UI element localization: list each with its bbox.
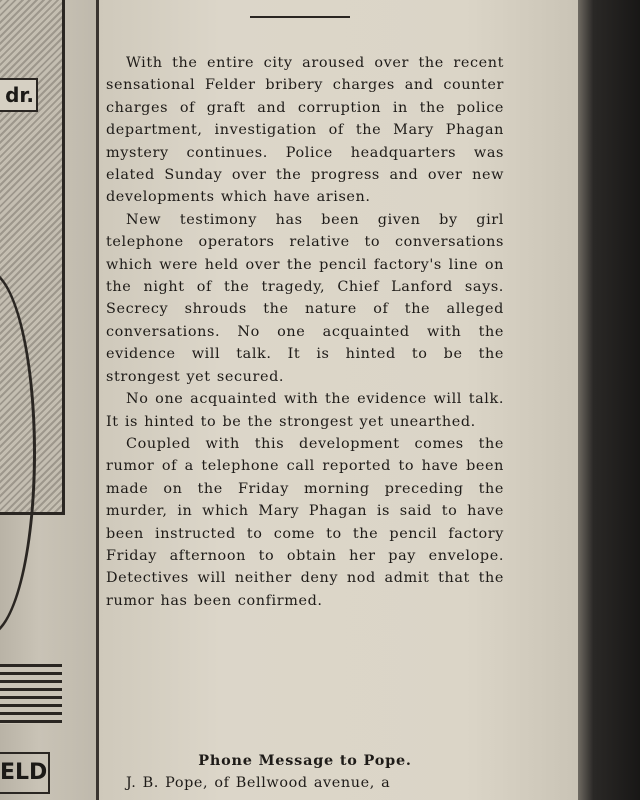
article-paragraph: No one acquainted with the evidence will talk. It is hinted to be the strongest yet unearthed. bbox=[106, 391, 504, 430]
article-continuation-line: J. B. Pope, of Bellwood avenue, a bbox=[126, 775, 391, 791]
advertisement-rule-lines bbox=[0, 664, 62, 724]
advertisement-label-bottom: ELD bbox=[0, 752, 50, 794]
advertisement-label-top: dr. bbox=[0, 78, 38, 112]
section-separator-rule bbox=[250, 16, 350, 18]
article-paragraph: New testimony has been given by girl telephone operators relative to conversations which were held over the pencil factory's line on the night of the tragedy, Chief Lanford says. Secrecy shrouds the nature of the alleged conversations. No one acquainted with the evidence will talk. It is hinted to be the strongest yet secured. bbox=[106, 211, 504, 385]
adjacent-column-advertisement bbox=[0, 0, 98, 800]
article-paragraph: Coupled with this development comes the rumor of a telephone call reported to have been made on the Friday morning preceding the murder, in which Mary Phagan is said to have been instructed to come to the pencil factory Friday afternoon to obtain her pay envelope. Detectives will neither deny nod admit that the rumor has been confirmed. bbox=[106, 435, 504, 609]
article-subheading: Phone Message to Pope. bbox=[198, 752, 412, 769]
article-paragraph: With the entire city aroused over the recent sensational Felder bribery charges and counter charges of graft and corruption in the police department, investigation of the Mary Phagan mystery continues. Police headquarters was elated Sunday over the progress and over new developments which have arisen. bbox=[106, 55, 504, 206]
page-edge-shadow bbox=[578, 0, 640, 800]
article-body bbox=[106, 52, 504, 612]
